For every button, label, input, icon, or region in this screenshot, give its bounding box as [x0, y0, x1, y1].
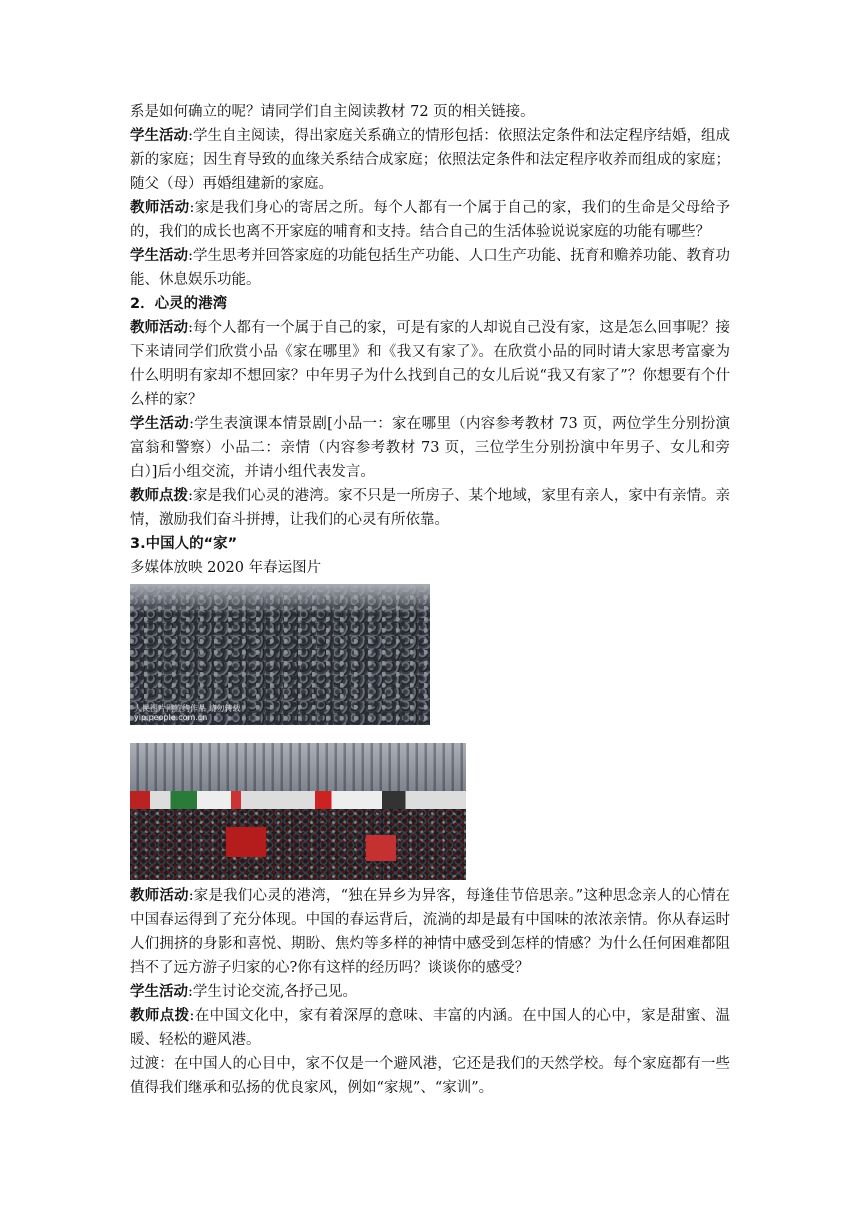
activity-label: 学生活动 [130, 128, 189, 144]
paragraph [130, 196, 730, 244]
activity-text: :家是我们身心的寄居之所。每个人都有一个属于自己的家，我们的生命是父母给予的，我们的成长也离不开家庭的哺育和支持。结合自己的生活体验说说家庭的功能有哪些？ [130, 200, 730, 240]
railway-station-hall-photo [130, 743, 466, 880]
activity-text: :家是我们心灵的港湾。家不只是一所房子、某个地域，家里有亲人，家中有亲情。亲情，激励我们奋斗拼搏，让我们的心灵有所依靠。 [130, 488, 730, 528]
section-heading: 2．心灵的港湾 [130, 296, 228, 312]
paragraph [130, 124, 730, 196]
activity-label: 教师活动 [130, 200, 190, 216]
paragraph: 系是如何确立的呢？请同学们自主阅读教材 72 页的相关链接。 [130, 104, 535, 120]
activity-text: :学生自主阅读，得出家庭关系确立的情形包括：依照法定条件和法定程序结婚，组成新的家庭；因生育导致的血缘关系结合成家庭；依照法定条件和法定程序收养而组成的家庭；随父（母）再婚组建新的家庭。 [130, 128, 730, 192]
spring-festival-crowd-photo [130, 584, 430, 725]
activity-label: 教师点拨 [130, 1008, 190, 1024]
activity-label: 学生活动 [130, 416, 190, 432]
document-page [130, 100, 730, 1100]
paragraph [130, 1004, 730, 1052]
paragraph [130, 316, 730, 412]
station-kiosk [366, 835, 396, 861]
paragraph [130, 484, 730, 532]
station-crowd [130, 809, 466, 880]
paragraph [130, 412, 730, 484]
station-signboards [130, 791, 466, 809]
activity-label: 学生活动 [130, 248, 189, 264]
activity-label: 学生活动 [130, 984, 188, 1000]
activity-text: :每个人都有一个属于自己的家，可是有家的人却说自己没有家，这是怎么回事呢？接下来请同学们欣赏小品《家在哪里》和《我又有家了》。在欣赏小品的同时请大家思考富豪为什么明明有家却不想回家？中年男子为什么找到自己的女儿后说“我又有家了”？你想要有个什么样的家？ [130, 320, 730, 408]
activity-text: :学生思考并回答家庭的功能包括生产功能、人口生产功能、抚育和赡养功能、教育功能、休息娱乐功能。 [130, 248, 730, 288]
paragraph [130, 980, 730, 1004]
photo-watermark: 人民图片网签约作品 请勿转载 yip.people.com.cn [134, 704, 241, 722]
paragraph: 多媒体放映 2020 年春运图片 [130, 560, 322, 576]
activity-text: :学生表演课本情景剧[小品一：家在哪里（内容参考教材 73 页，两位学生分别扮演富翁和警察）小品二：亲情（内容参考教材 73 页，三位学生分别扮演中年男子、女儿和旁白）]后小组交流，并请小组代表发言。 [130, 416, 730, 480]
station-kiosk [226, 827, 266, 857]
activity-label: 教师活动 [130, 888, 189, 904]
paragraph: 过渡：在中国人的心目中，家不仅是一个避风港，它还是我们的天然学校。每个家庭都有一些值得我们继承和弘扬的优良家风，例如“家规”、“家训”。 [130, 1056, 730, 1096]
paragraph [130, 244, 730, 292]
paragraph [130, 884, 730, 980]
section-heading: 3.中国人的“家” [130, 536, 238, 552]
activity-text: :在中国文化中，家有着深厚的意味、丰富的内涵。在中国人的心中，家是甜蜜、温暖、轻松的避风港。 [130, 1008, 730, 1048]
activity-label: 教师活动 [130, 320, 189, 336]
activity-label: 教师点拨 [130, 488, 189, 504]
activity-text: :学生讨论交流,各抒己见。 [188, 984, 357, 1000]
activity-text: :家是我们心灵的港湾，“独在异乡为异客，每逢佳节倍思亲。”这种思念亲人的心情在中国春运得到了充分体现。中国的春运背后，流淌的却是最有中国味的浓浓亲情。你从春运时人们拥挤的身影和喜悦、期盼、焦灼等多样的神情中感受到怎样的情感？为什么任何困难都阻挡不了远方游子归家的心?你有这样的经历吗？谈谈你的感受？ [130, 888, 730, 976]
station-roof [130, 743, 466, 793]
